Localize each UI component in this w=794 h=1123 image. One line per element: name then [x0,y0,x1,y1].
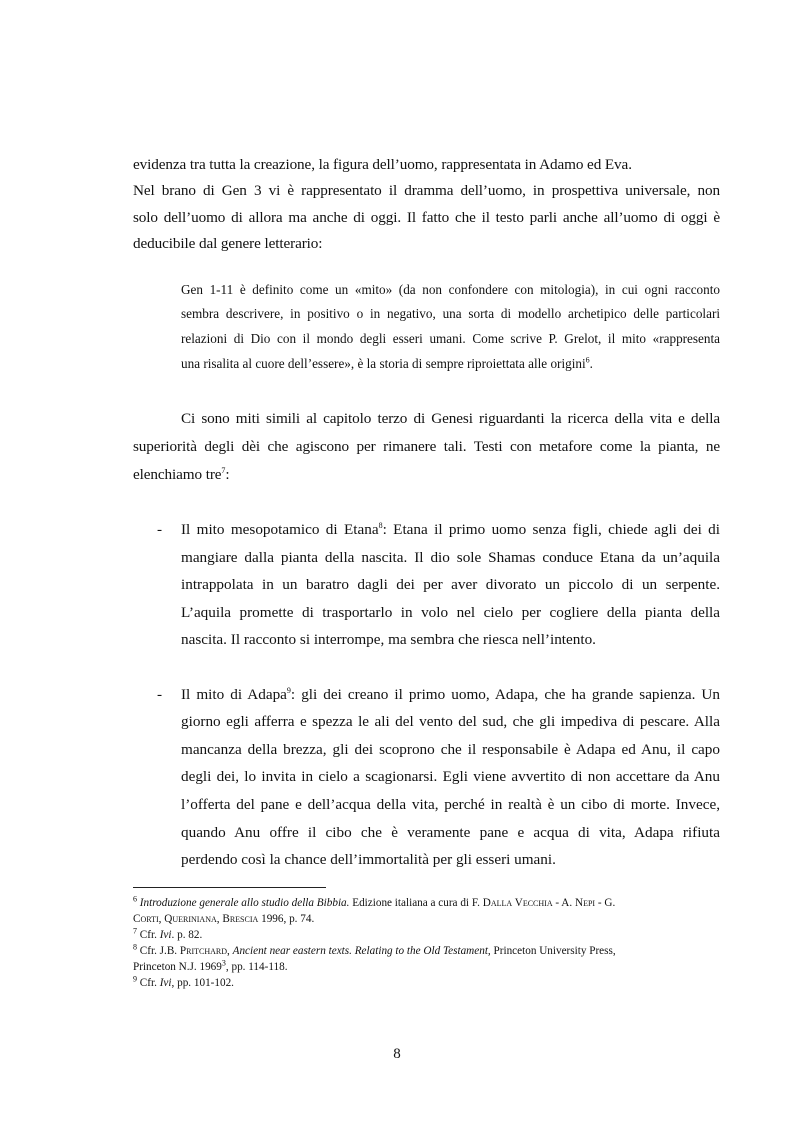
footnote-number: 8 [133,942,137,952]
list-line: nascita. Il racconto si interrompe, ma sembra che riesca nell’intento. [181,631,596,648]
footnote-number: 7 [133,926,137,936]
footnote-text: Princeton N.J. 1969 [133,961,222,973]
footnote-ref-7[interactable]: 7 [221,465,226,475]
list-text: : Etana il primo uomo senza figli, chiede agli dei di [382,521,720,538]
quote-end: . [589,356,593,371]
footnote-ivi: Ivi [159,929,172,941]
list-text: : gli dei creano il primo uomo, Adapa, che ha grande sapienza. Un [290,686,720,703]
footnote-6-cont [133,911,733,927]
body-text-end: : [225,466,230,483]
list-line: l’offerta del pane e dell’acqua della vita, perché in realtà è un cibo di morte. Invece, [181,796,720,813]
footnote-ref-6[interactable]: 6 [585,355,590,365]
list-text: Il mito di Adapa [181,686,287,703]
footnote-title: Ancient near eastern texts. Relating to the Old Testament, [232,945,491,957]
body-line: deducibile dal genere letterario: [133,235,323,252]
quote-line [181,354,720,374]
footnote-text: - A. [552,897,575,909]
quote-text: una risalita al cuore dell’essere», è la storia di sempre riproiettata alle origini [181,356,586,371]
publisher-name: Queriniana [164,913,217,925]
list-line: giorno egli afferra e spezza le ali del vento del sud, che gli impediva di pescare. Alla [181,713,720,730]
list-line [181,682,720,708]
list-line: mangiare dalla pianta della nascita. Il dio sole Shamas conduce Etana da un’aquila [181,549,720,566]
footnote-text: - G. [595,897,616,909]
body-line: solo dell’uomo di allora ma anche di oggi. Il fatto che il testo parli anche all’uomo di oggi è [133,209,720,226]
list-line: mancanza della brezza, gli dei scoprono che il responsabile è Adapa ed Anu, il capo [181,741,720,758]
footnote-text: , [216,913,223,925]
list-line: L’aquila promette di trasportarlo in volo nel cielo per cogliere della pianta della [181,604,720,621]
body-line: Ci sono miti simili al capitolo terzo di Genesi riguardanti la ricerca della vita e della [181,410,720,427]
footnote-number: 9 [133,974,137,984]
list-line: perdendo così la chance dell’immortalità per gli esseri umani. [181,851,556,868]
footnote-text: Cfr. [137,977,160,989]
footnote-6 [133,895,733,911]
body-text: elenchiamo tre [133,466,222,483]
place-name: Brescia [222,913,259,925]
author-name: Pritchard [179,945,228,957]
footnote-ref-9[interactable]: 9 [286,685,291,695]
author-name: Nepi [574,897,596,909]
footnote-text: , [158,913,165,925]
footnote-8-cont [133,959,733,975]
footnote-text: , pp. 114-118. [225,961,288,973]
footnote-7 [133,927,733,943]
list-line [181,517,720,543]
footnote-text: Cfr. [137,929,160,941]
body-line: Nel brano di Gen 3 vi è rappresentato il dramma dell’uomo, in prospettiva universale, non [133,182,720,199]
quote-line: sembra descrivere, in positivo o in negativo, una sorta di modello archetipico delle particolari [181,306,720,321]
list-line: intrappolata in un baratro dagli dei per aver divorato un piccolo di un serpente. [181,576,720,593]
author-name: Dalla Vecchia [482,897,553,909]
footnote-text: Princeton University Press, [490,945,616,957]
footnote-9 [133,975,733,991]
footnote-text: . p. 82. [171,929,203,941]
footnote-ivi: Ivi [159,977,172,989]
author-name: Corti [133,913,159,925]
body-line [133,462,720,488]
quote-line: relazioni di Dio con il mondo degli esseri umani. Come scrive P. Grelot, il mito «rappresenta [181,331,720,346]
footnote-title: Introduzione generale allo studio della Bibbia. [139,897,350,909]
list-text: Il mito mesopotamico di Etana [181,521,379,538]
footnote-number: 6 [133,894,137,904]
footnote-separator [133,887,326,888]
quote-line: Gen 1-11 è definito come un «mito» (da non confondere con mitologia), in cui ogni racconto [181,282,720,297]
list-line: quando Anu offre il cibo che è veramente pane e acqua di vita, Adapa rifiuta [181,824,720,841]
page-number: 8 [393,1046,401,1062]
body-line: evidenza tra tutta la creazione, la figura dell’uomo, rappresentata in Adamo ed Eva. [133,156,632,173]
footnote-text: , pp. 101-102. [171,977,234,989]
footnote-ref-8[interactable]: 8 [378,520,383,530]
body-line: superiorità degli dèi che agiscono per rimanere tali. Testi con metafore come la pianta, ne [133,438,720,455]
list-dash: - [157,521,163,538]
footnote-text: Edizione italiana a cura di F. [349,897,483,909]
list-line: degli dei, lo invita in cielo a scagionarsi. Egli viene avvertito di non accettare da Anu [181,768,720,785]
footnote-text: Cfr. J.B. [137,945,180,957]
edition-number: 3 [221,958,226,968]
list-dash: - [157,686,163,703]
footnote-8 [133,943,733,959]
footnote-text: , [227,945,233,957]
footnote-text: 1996, p. 74. [258,913,315,925]
